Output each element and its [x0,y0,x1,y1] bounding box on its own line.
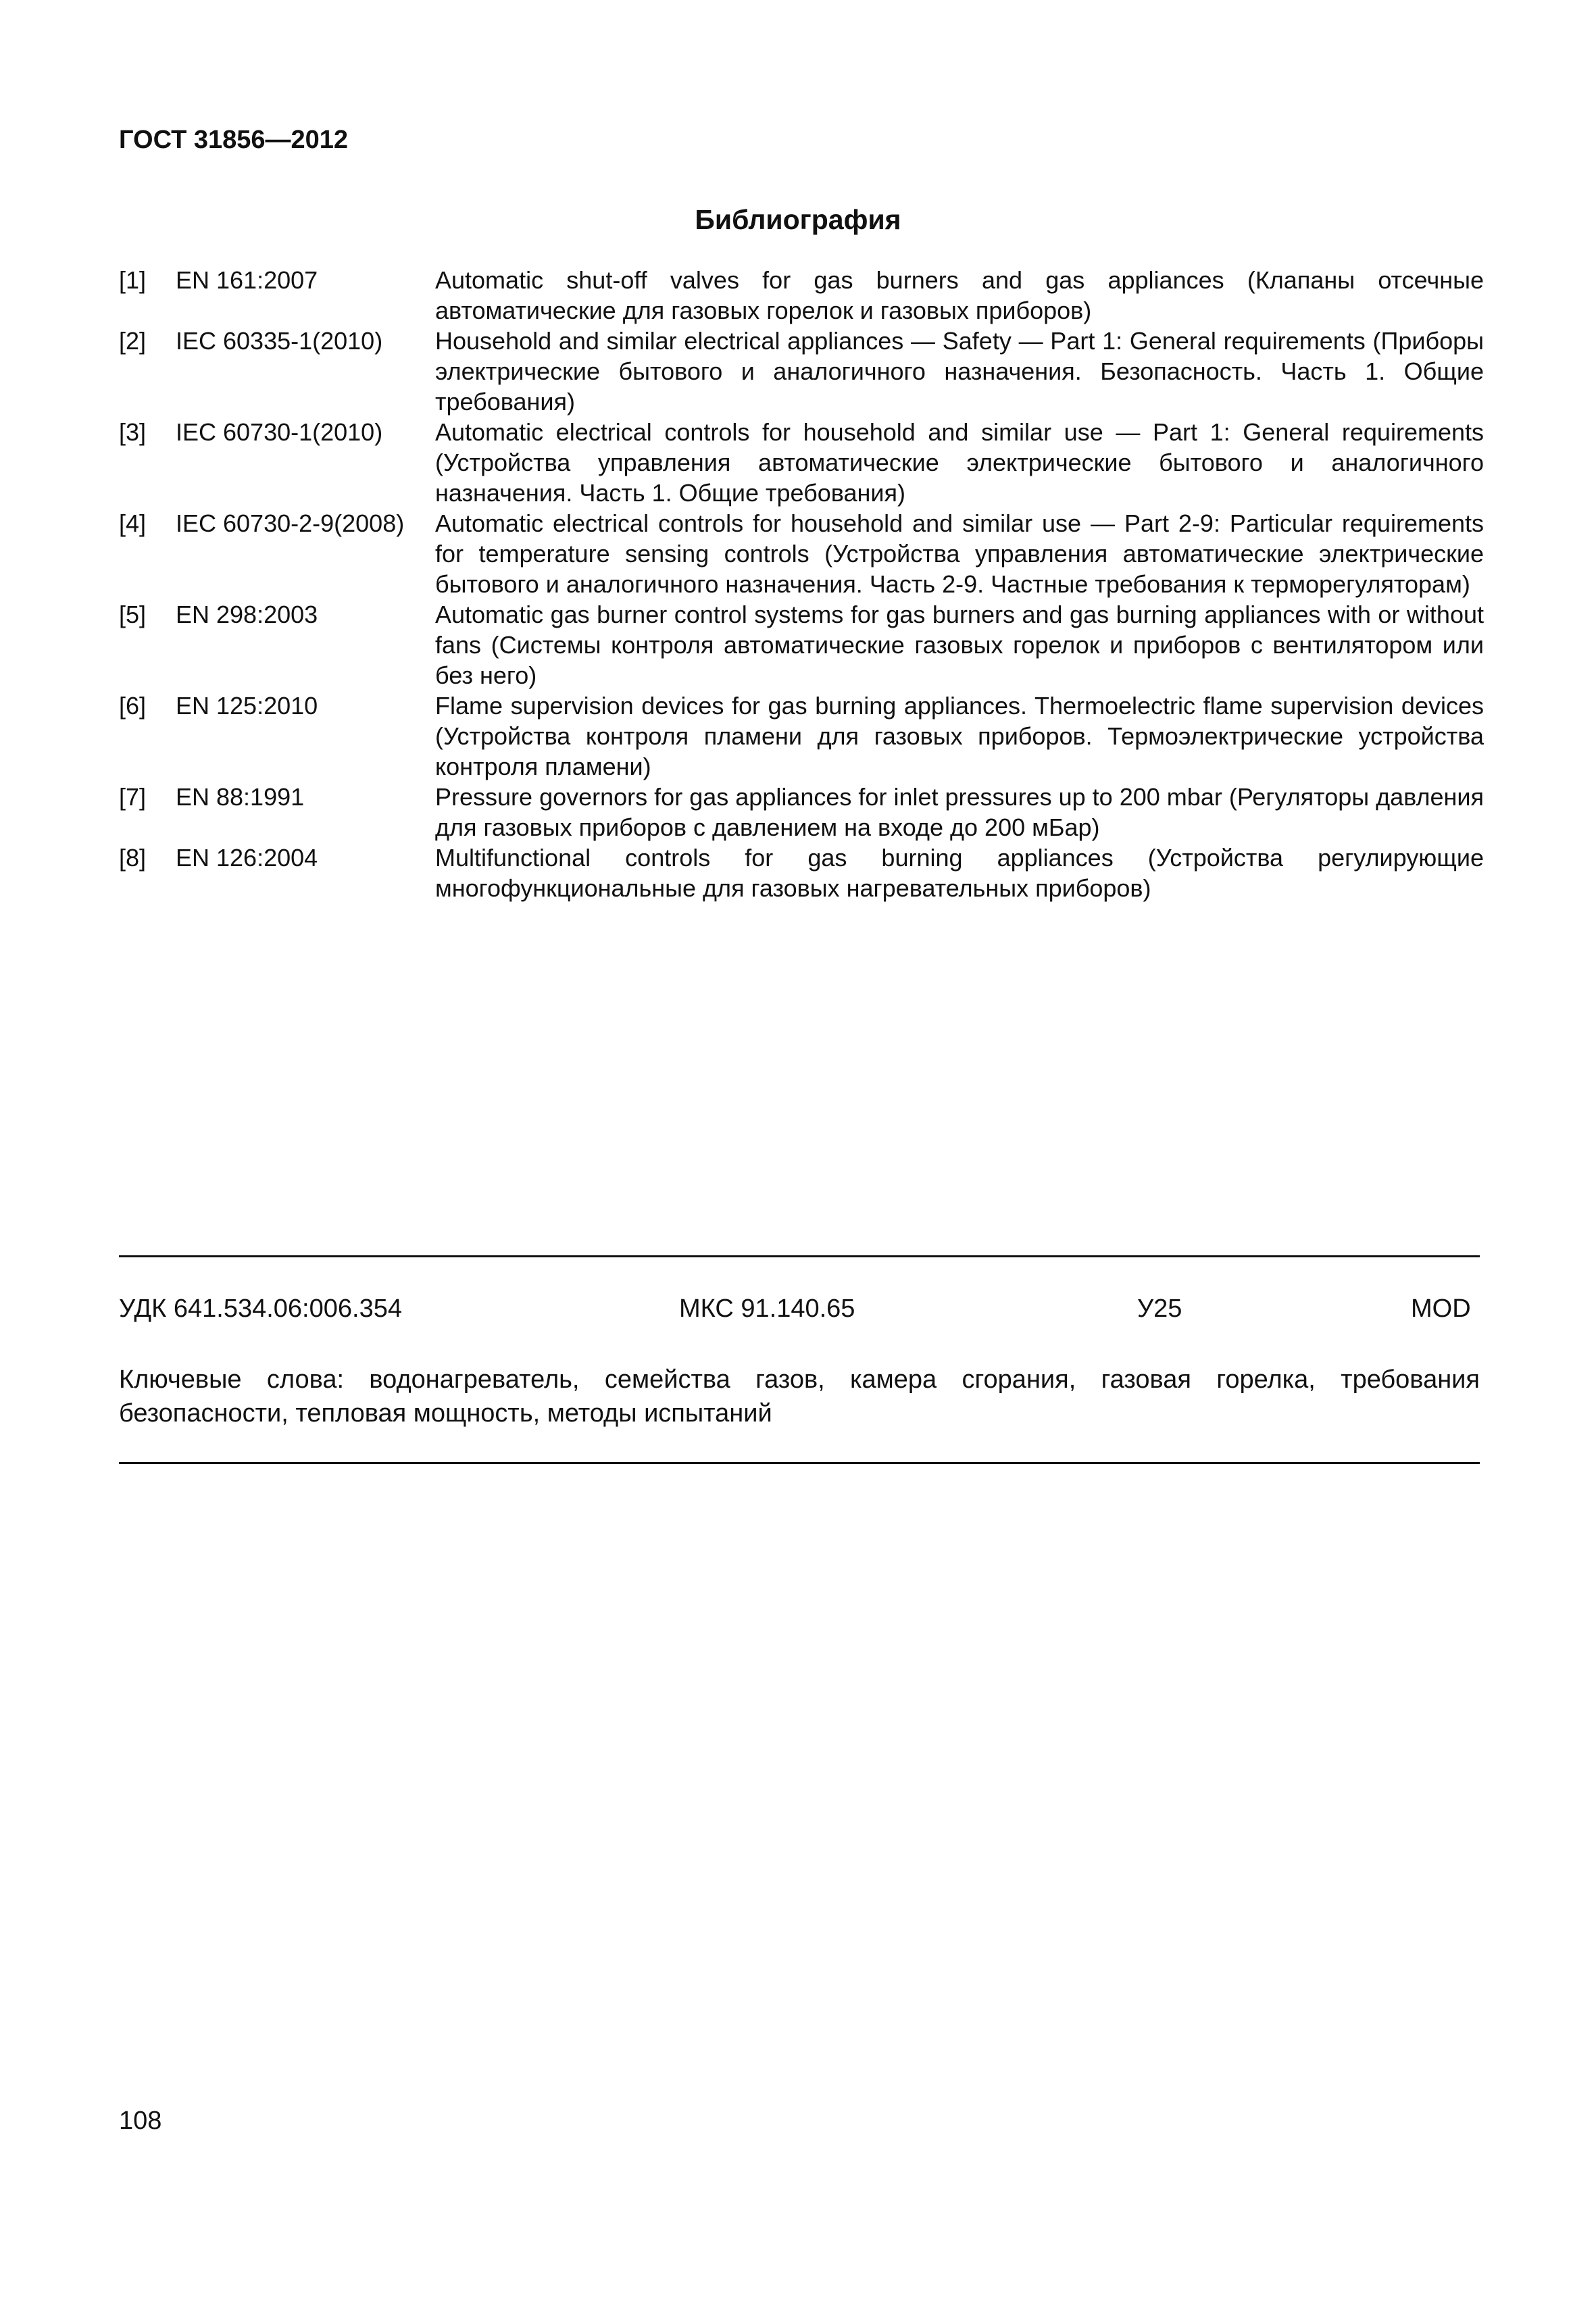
bibliography-entry [119,599,1484,690]
modification-code: MOD [1411,1294,1471,1323]
top-divider [119,1255,1480,1257]
entry-standard-code: EN 125:2010 [176,692,318,720]
entry-number: [6] [119,692,147,720]
bibliography-entry [119,508,1484,599]
entry-number: [2] [119,327,147,355]
bibliography-entry [119,326,1484,417]
udk-code: УДК 641.534.06:006.354 [119,1294,402,1323]
entry-number: [4] [119,509,147,537]
entry-standard-code: EN 126:2004 [176,844,318,872]
entry-standard-code: EN 161:2007 [176,266,318,294]
bibliography-entry [119,690,1484,782]
entry-description: Flame supervision devices for gas burning appliances. Thermoelectric flame supervision devices (Устройства контроля пламени для газовых приборов. Термоэлектрические устройства контроля пламени) [435,692,1484,780]
entry-description: Automatic gas burner control systems for gas burners and gas burning appliances with or without fans (Системы контроля автоматические газовых горелок и приборов с вентилятором или без него) [435,601,1484,689]
entry-description: Automatic electrical controls for household and similar use — Part 1: General requirements (Устройства управления автоматические электрические бытового и аналогичного назначения. Часть 1. Общие требования) [435,418,1484,507]
entry-number: [1] [119,266,147,294]
entry-description: Multifunctional controls for gas burning appliances (Устройства регулирующие многофункциональные для газовых нагревательных приборов) [435,844,1484,902]
entry-description: Automatic shut-off valves for gas burners and gas appliances (Клапаны отсечные автоматические для газовых горелок и газовых приборов) [435,266,1484,324]
bibliography-entry [119,265,1484,326]
entry-standard-code: IEC 60730-2-9(2008) [176,509,405,537]
mks-code: МКС 91.140.65 [679,1294,855,1323]
entry-description: Automatic electrical controls for household and similar use — Part 2-9: Particular requirements for temperature sensing controls (Устройства управления автоматические электрические бытового и аналогичного назначения. Часть 2-9. Частные требования к терморегуляторам) [435,509,1484,598]
entry-number: [7] [119,783,147,811]
bibliography-title: Библиография [695,204,901,235]
entry-standard-code: EN 88:1991 [176,783,305,811]
entry-number: [3] [119,418,147,446]
bibliography-entry [119,782,1484,842]
entry-number: [8] [119,844,147,872]
entry-standard-code: EN 298:2003 [176,601,318,628]
entry-description: Pressure governors for gas appliances for inlet pressures up to 200 mbar (Регуляторы давления для газовых приборов с давлением на входе до 200 мБар) [435,783,1484,841]
bibliography-entry [119,842,1484,903]
entry-standard-code: IEC 60335-1(2010) [176,327,383,355]
keywords-text: Ключевые слова: водонагреватель, семейства газов, камера сгорания, газовая горелка, требования безопасности, тепловая мощность, методы испытаний [119,1365,1480,1428]
bottom-divider [119,1462,1480,1464]
entry-standard-code: IEC 60730-1(2010) [176,418,383,446]
page-number: 108 [119,2107,162,2135]
bibliography-list [119,265,1484,903]
okc-code: У25 [1137,1294,1182,1323]
bibliography-entry [119,417,1484,508]
standard-header: ГОСТ 31856—2012 [119,126,349,154]
entry-description: Household and similar electrical appliances — Safety — Part 1: General requirements (Приборы электрические бытового и аналогичного назначения. Безопасность. Часть 1. Общие требования) [435,327,1484,416]
entry-number: [5] [119,601,147,628]
